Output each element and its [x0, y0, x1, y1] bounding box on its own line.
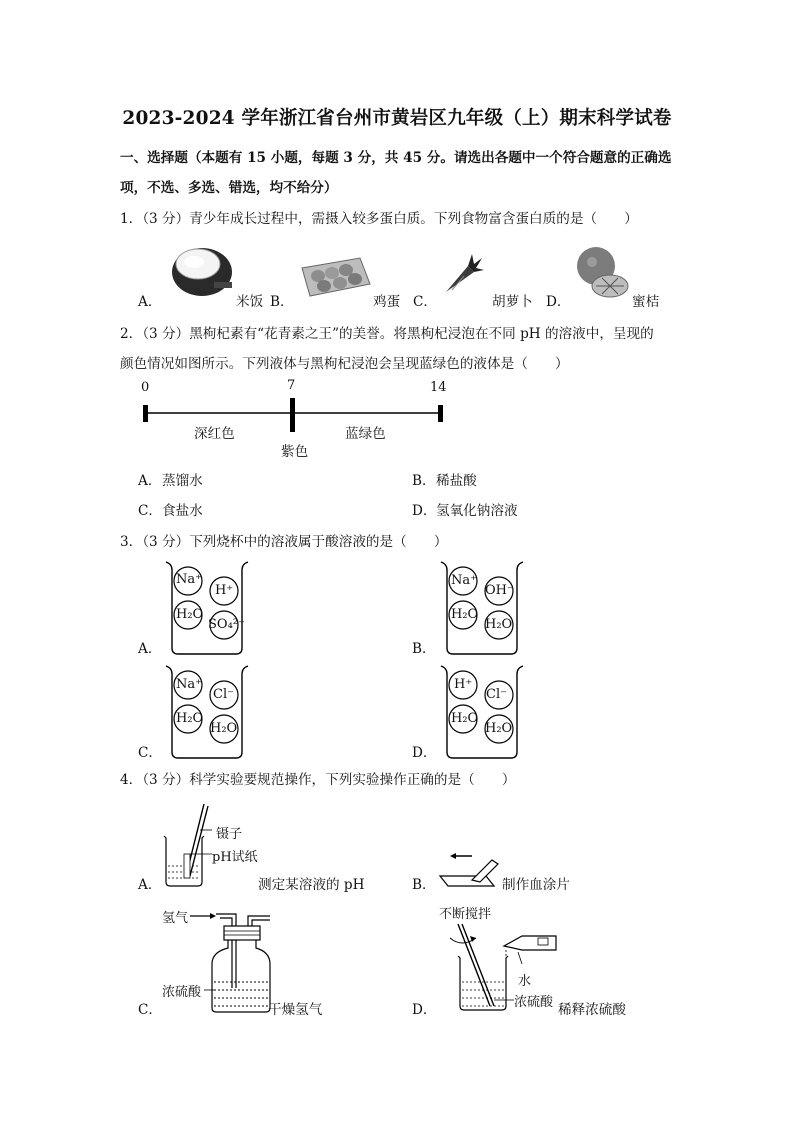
ion-label: Na⁺: [451, 573, 477, 588]
ion-label: OH⁻: [485, 583, 514, 598]
carrot-image: [438, 252, 486, 296]
ion-label: H⁺: [215, 583, 234, 598]
section-heading-line1: 一、选择题（本题有 15 小题，每题 3 分，共 45 分。请选出各题中一个符合题意的正确选: [120, 150, 672, 166]
ion-label: H₂O: [485, 721, 513, 736]
q2-option-text: 蒸馏水: [162, 473, 203, 489]
q1-stem: 1．（3 分）青少年成长过程中，需摄入较多蛋白质。下列食物富含蛋白质的是（ ）: [120, 211, 638, 227]
q1-option-letter: A．: [138, 294, 162, 310]
ion-label: H₂O: [451, 607, 479, 622]
ph-tick-label-0: 0: [141, 380, 150, 395]
q3-option-letter: C．: [138, 745, 162, 761]
q2-option-letter: D．: [412, 503, 437, 519]
q1-option-label: 米饭: [236, 294, 264, 310]
ion-label: H₂O: [176, 711, 204, 726]
q3-option-letter: B．: [412, 641, 436, 657]
q4-option-caption: 制作血涂片: [502, 877, 570, 893]
ph-range-label-deep-red: 深红色: [194, 426, 235, 442]
q4-option-letter: A．: [138, 877, 162, 893]
ph-range-label-purple: 紫色: [281, 444, 309, 460]
q4-option-caption: 干燥氢气: [268, 1002, 323, 1018]
rice-bowl-image: [164, 242, 234, 300]
exam-title: 2023-2024 学年浙江省台州市黄岩区九年级（上）期末科学试卷: [122, 108, 672, 129]
q4-option-caption: 测定某溶液的 pH: [258, 877, 365, 893]
ion-label: Cl⁻: [213, 687, 234, 702]
q2-stem-line2: 颜色情况如图所示。下列液体与黑枸杞浸泡会呈现蓝绿色的液体是（ ）: [120, 356, 569, 372]
section-heading-line2: 项，不选、多选、错选，均不给分）: [120, 180, 338, 196]
blood-smear-diagram: [438, 850, 500, 890]
q2-option-text: 稀盐酸: [436, 473, 477, 489]
diagram-label: 不断搅拌: [439, 907, 492, 922]
q3-option-letter: D．: [412, 745, 437, 761]
ion-label: Cl⁻: [486, 687, 507, 702]
ion-label: Na⁺: [176, 572, 202, 587]
diagram-label: 浓硫酸: [514, 995, 554, 1010]
ph-tick-label-7: 7: [287, 378, 296, 393]
egg-carton-image: [300, 248, 372, 300]
q3-stem: 3．（3 分）下列烧杯中的溶液属于酸溶液的是（ ）: [120, 534, 448, 550]
q1-option-letter: C．: [413, 294, 437, 310]
q2-stem-line1: 2．（3 分）黑枸杞素有“花青素之王”的美誉。将黑枸杞浸泡在不同 pH 的溶液中，呈现的: [120, 326, 654, 342]
q4-option-letter: D．: [412, 1002, 437, 1018]
diagram-label: 镊子: [216, 827, 243, 842]
q4-option-caption: 稀释浓硫酸: [558, 1002, 626, 1018]
ion-label: H⁺: [454, 677, 473, 692]
ph-scale-axis: [140, 396, 450, 436]
q1-option-letter: D．: [546, 294, 571, 310]
diagram-label: pH试纸: [212, 850, 258, 865]
q1-option-label: 鸡蛋: [373, 294, 401, 310]
q2-option-letter: B．: [412, 473, 436, 489]
q3-option-letter: A．: [138, 641, 162, 657]
q2-option-text: 食盐水: [162, 503, 203, 519]
q2-option-text: 氢氧化钠溶液: [436, 503, 518, 519]
ion-label: H₂O: [485, 617, 513, 632]
q1-option-label: 蜜桔: [632, 294, 660, 310]
q1-option-label: 胡萝卜: [492, 294, 533, 310]
diagram-label: 氢气: [162, 911, 189, 926]
q2-option-letter: A．: [138, 473, 162, 489]
diagram-label: 浓硫酸: [162, 985, 202, 1000]
diagram-label: 水: [518, 974, 532, 989]
q1-option-letter: B．: [270, 294, 294, 310]
ion-label: Na⁺: [176, 677, 202, 692]
ion-label: SO₄²⁻: [208, 617, 245, 632]
ion-label: H₂O: [176, 607, 204, 622]
tangerine-image: [572, 244, 634, 300]
ph-test-beaker-diagram: [160, 800, 220, 890]
q2-option-letter: C．: [138, 503, 162, 519]
ph-tick-label-14: 14: [430, 380, 447, 395]
q4-option-letter: B．: [412, 877, 436, 893]
ion-label: H₂O: [210, 721, 238, 736]
ph-range-label-blue-green: 蓝绿色: [345, 426, 386, 442]
ion-label: H₂O: [451, 711, 479, 726]
q4-option-letter: C．: [138, 1002, 162, 1018]
q4-stem: 4．（3 分）科学实验要规范操作，下列实验操作正确的是（ ）: [120, 772, 516, 788]
